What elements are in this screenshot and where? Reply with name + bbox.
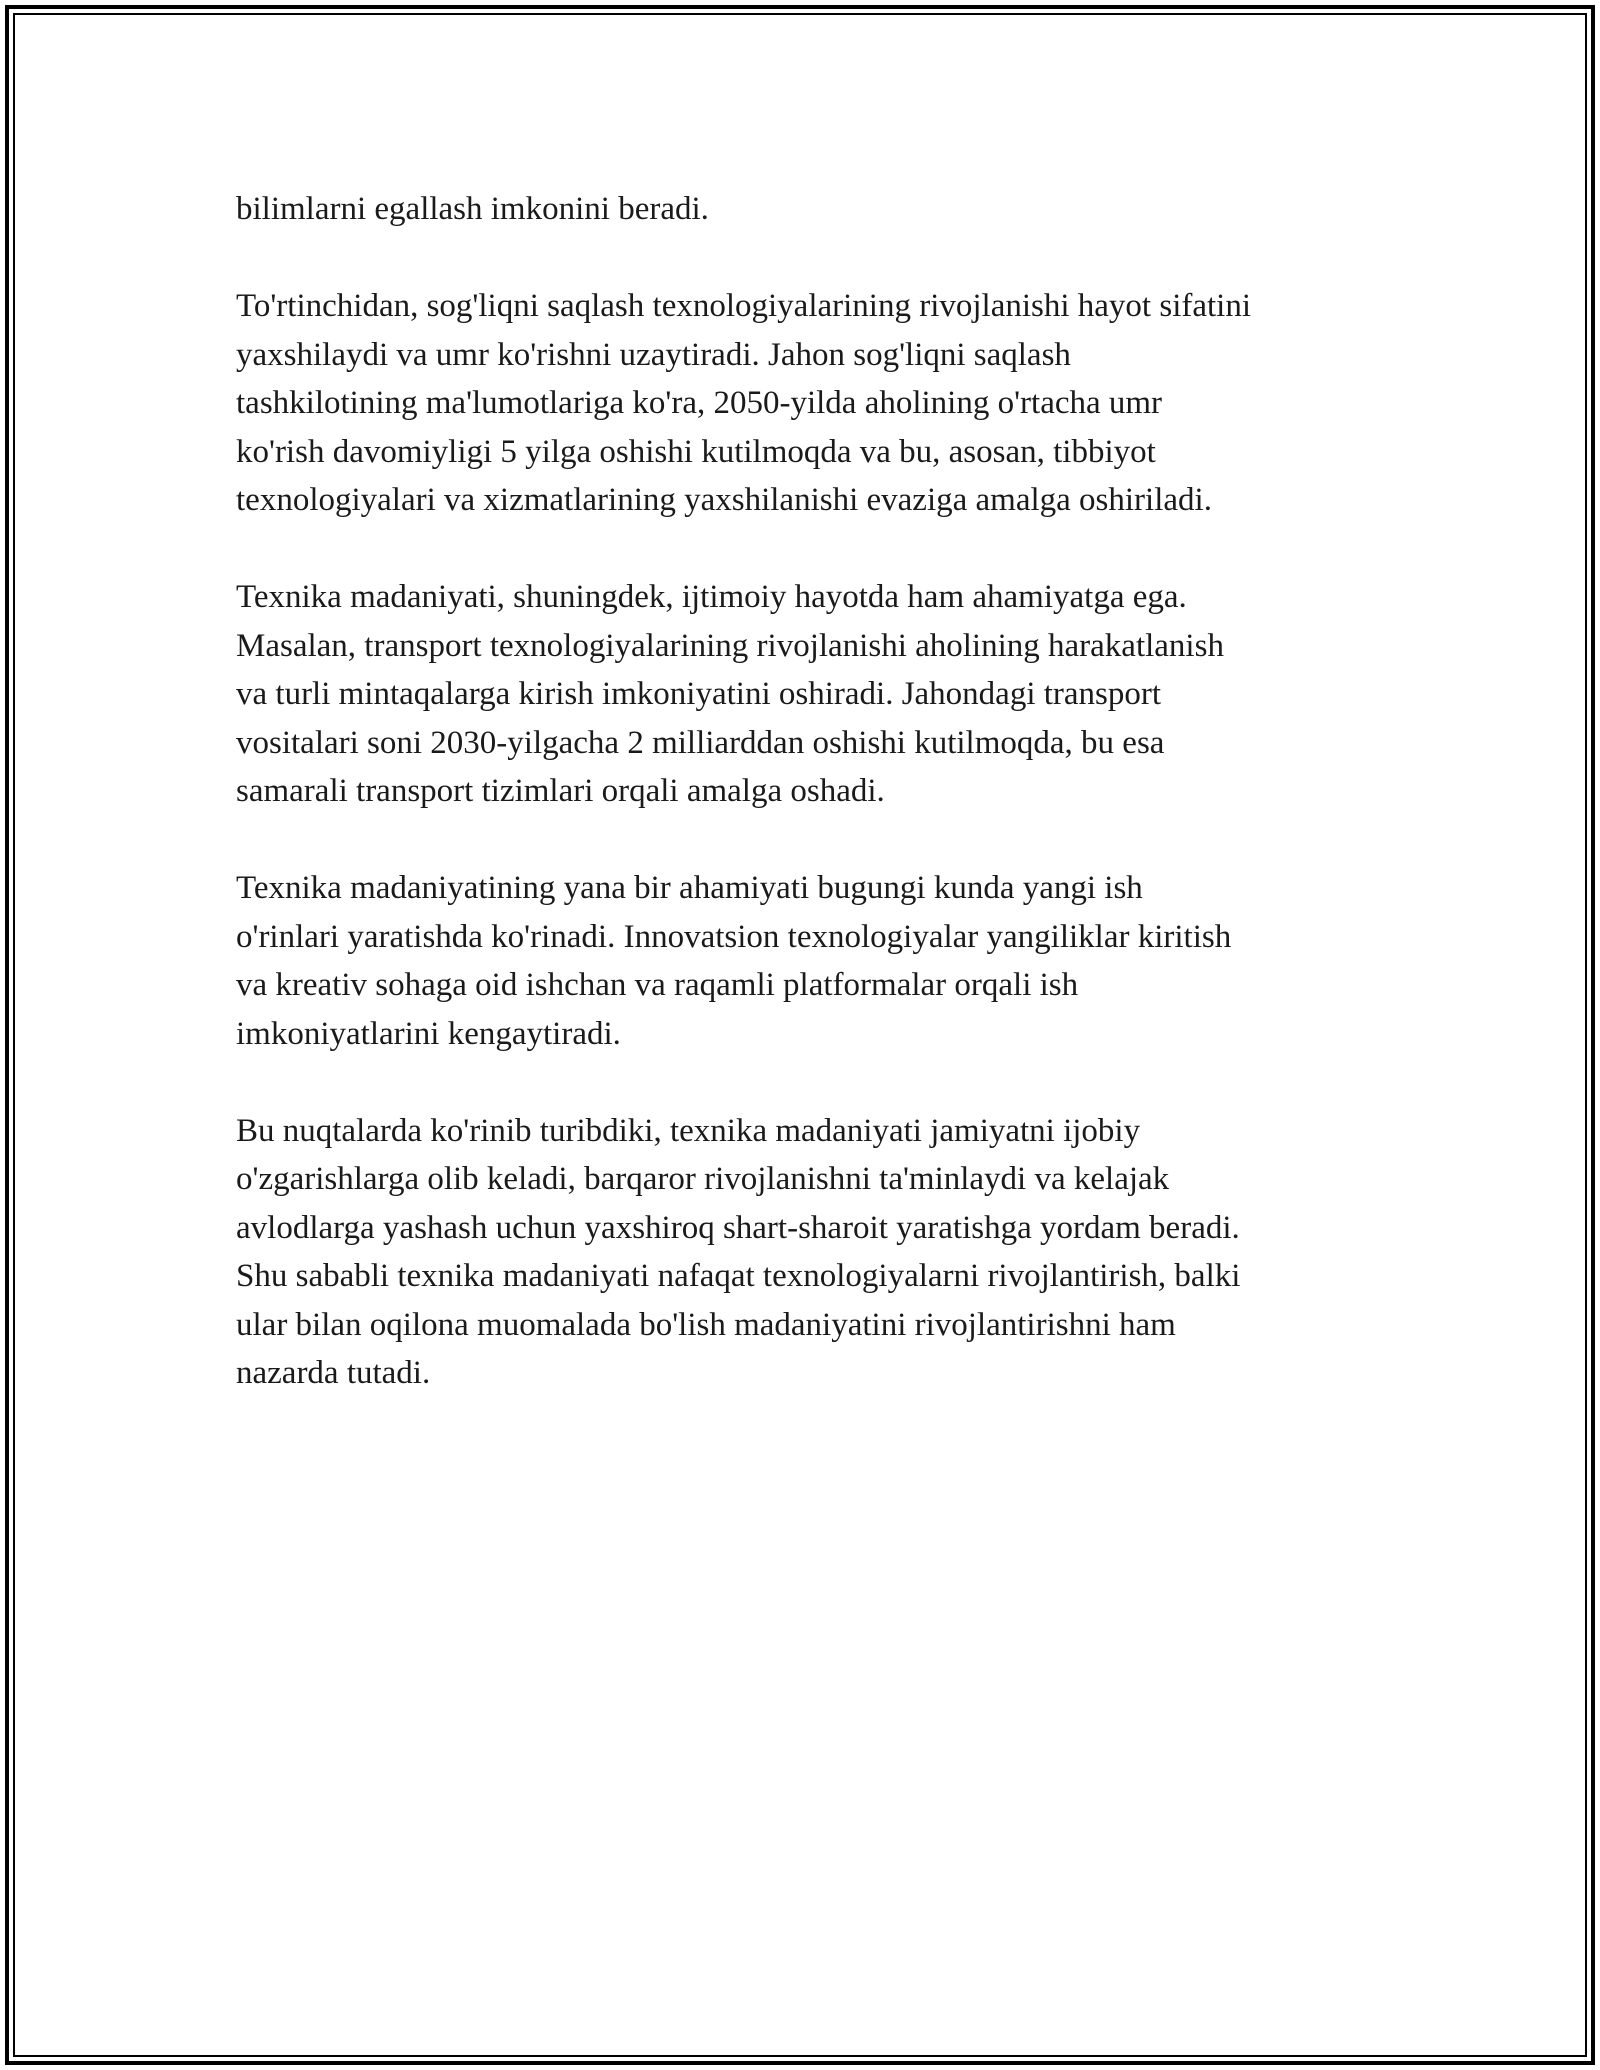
document-body — [236, 185, 1396, 1446]
paragraph-4: Texnika madaniyatining yana bir ahamiyati bugungi kunda yangi ish o'rinlari yaratishda ko'rinadi. Innovatsion texnologiyalar yangiliklar kiritish va kreativ sohaga oid ishchan va raqamli platformalar orqali ish imkoniyatlarini kengaytiradi. — [236, 870, 1232, 1052]
paragraph-3: Texnika madaniyati, shuningdek, ijtimoiy hayotda ham ahamiyatga ega. Masalan, transport texnologiyalarining rivojlanishi aholining harakatlanish va turli mintaqalarga kirish imkoniyatini oshiradi. Jahondagi transport vositalari soni 2030-yilgacha 2 milliarddan oshishi kutilmoqda, bu esa samarali transport tizimlari orqali amalga oshadi. — [236, 579, 1224, 809]
paragraph-2: To'rtinchidan, sog'liqni saqlash texnologiyalarining rivojlanishi hayot sifatini yaxshilaydi va umr ko'rishni uzaytiradi. Jahon sog'liqni saqlash tashkilotining ma'lumotlariga ko'ra, 2050-yilda aholining o'rtacha umr ko'rish davomiyligi 5 yilga oshishi kutilmoqda va bu, asosan, tibbiyot texnologiyalari va xizmatlarining yaxshilanishi evaziga amalga oshiriladi. — [236, 288, 1252, 518]
paragraph-5: Bu nuqtalarda ko'rinib turibdiki, texnika madaniyati jamiyatni ijobiy o'zgarishlarga olib keladi, barqaror rivojlanishni ta'minlaydi va kelajak avlodlarga yashash uchun yaxshiroq shart-sharoit yaratishga yordam beradi. Shu sababli texnika madaniyati nafaqat texnologiyalarni rivojlantirish, balki ular bilan oqilona muomalada bo'lish madaniyatini rivojlantirishni ham nazarda tutadi. — [236, 1112, 1241, 1391]
paragraph-1: bilimlarni egallash imkonini beradi. — [236, 191, 709, 227]
